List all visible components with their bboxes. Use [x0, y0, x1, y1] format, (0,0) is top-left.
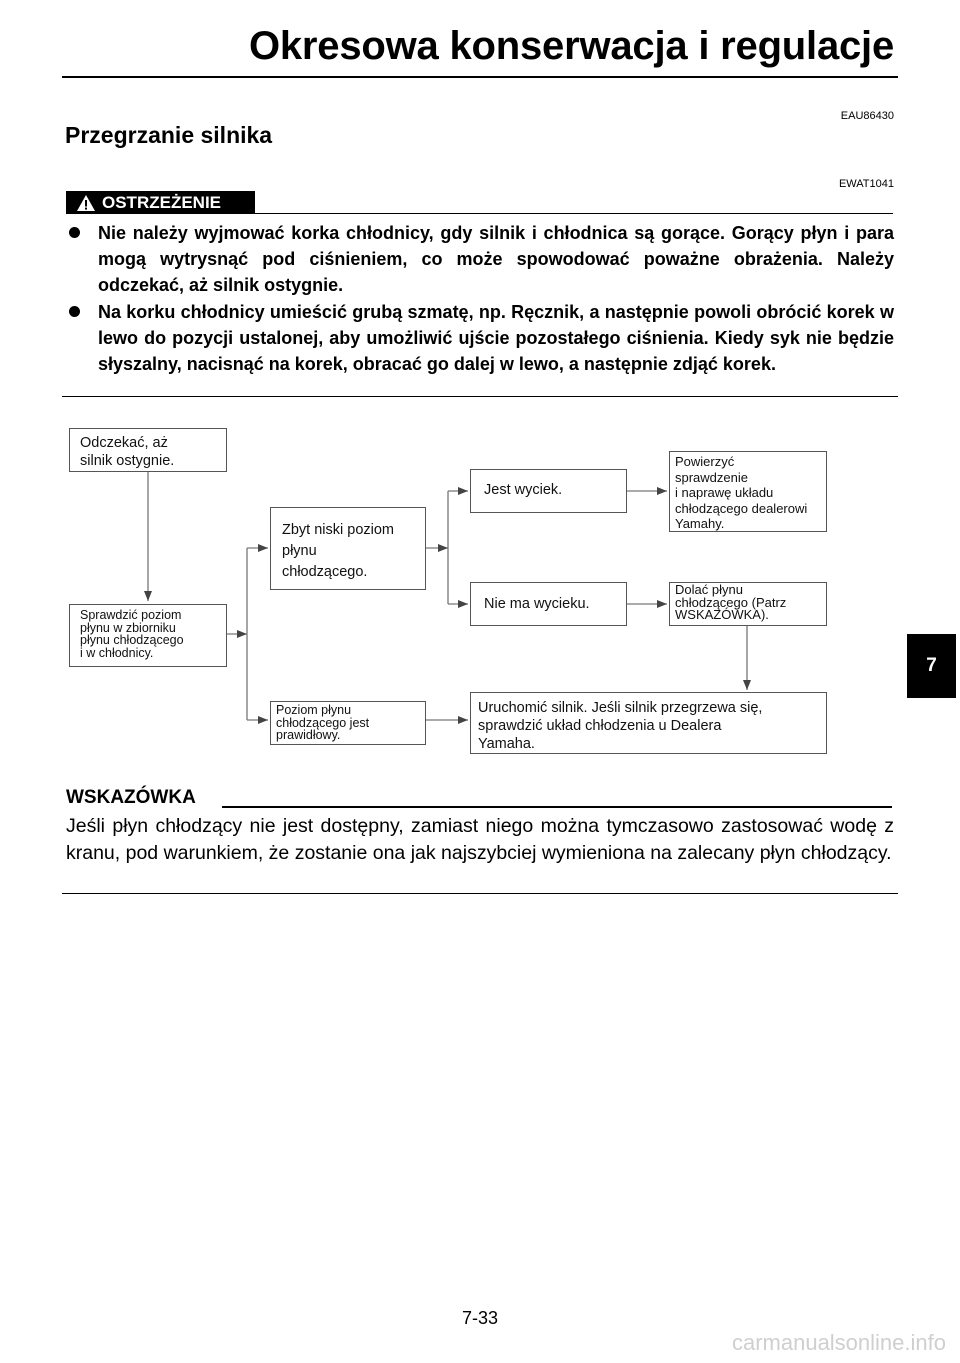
- note-title: WSKAZÓWKA: [66, 787, 196, 808]
- warning-label-text: OSTRZEŻENIE: [102, 192, 222, 212]
- note-end-divider: [62, 893, 898, 894]
- flow-box-no-leak: [470, 582, 627, 626]
- flow-box-low-level: [270, 507, 426, 590]
- flow-box-leak: [470, 469, 627, 513]
- flow-text-leak: Jest wyciek.: [484, 482, 563, 498]
- flow-box-ok-level: [270, 701, 426, 745]
- flow-box-check: [69, 604, 227, 667]
- warning-code: EWAT1041: [838, 178, 894, 190]
- warning-item-text: Nie należy wyjmować korka chłodnicy, gdy silnik i chłodnica są gorące. Gorący płyn i para mogą wytrysnąć pod ciśnieniem, co może spowodować poważne obrażenia. Należy odczekać, aż silnik ostygnie.: [98, 223, 894, 295]
- watermark: carmanualsonline.info: [731, 1330, 946, 1355]
- section-code: EAU86430: [840, 110, 894, 122]
- flow-text-wait: Odczekać, aż silnik ostygnie.: [80, 435, 175, 469]
- chapter-tab: 7: [907, 634, 956, 698]
- flow-box-start-engine: [470, 692, 827, 754]
- flow-text-low-level: Zbyt niski poziom płynu chłodzącego.: [282, 522, 395, 580]
- note-text: Jeśli płyn chłodzący nie jest dostępny, zamiast niego można tymczasowo zastosować wodę z kranu, pod warunkiem, że zostanie ona jak najszybciej wymieniona na zalecany płyn chłodzący.: [66, 815, 894, 864]
- flow-box-add-coolant: [669, 582, 827, 626]
- flow-text-no-leak: Nie ma wycieku.: [484, 596, 590, 612]
- flow-text-check: Sprawdzić poziom płynu w zbiorniku płynu chłodzącego i w chłodnicy.: [80, 608, 184, 660]
- flow-text-start-engine: Uruchomić silnik. Jeśli silnik przegrzewa się, sprawdzić układ chłodzenia u Dealera Yamaha.: [478, 700, 763, 752]
- flow-text-ok-level: Poziom płynu chłodzącego jest prawidłowy.: [276, 703, 370, 742]
- section-title: Przegrzanie silnika: [65, 122, 273, 148]
- flow-text-add-coolant: Dolać płynu chłodzącego (Patrz WSKAZÓWKA).: [675, 582, 787, 622]
- flow-box-dealer: [669, 451, 827, 532]
- note-divider: [222, 806, 892, 808]
- page-title: Okresowa konserwacja i regulacje: [248, 24, 894, 68]
- warning-item-text: Na korku chłodnicy umieścić grubą szmatę, np. Ręcznik, a następnie powoli obrócić korek w lewo do pozycji ustalonej, aby umożliwić ujście pozostałego ciśnienia. Kiedy syk nie będzie słyszalny, nacisnąć na korek, obracać go dalej w lewo, a następnie zdjąć korek.: [98, 302, 894, 374]
- page-number: 7-33: [461, 1308, 499, 1328]
- flow-box-wait: [69, 428, 227, 472]
- flow-text-dealer: Powierzyć sprawdzenie i naprawę układu chłodzącego dealerowi Yamahy.: [675, 454, 808, 531]
